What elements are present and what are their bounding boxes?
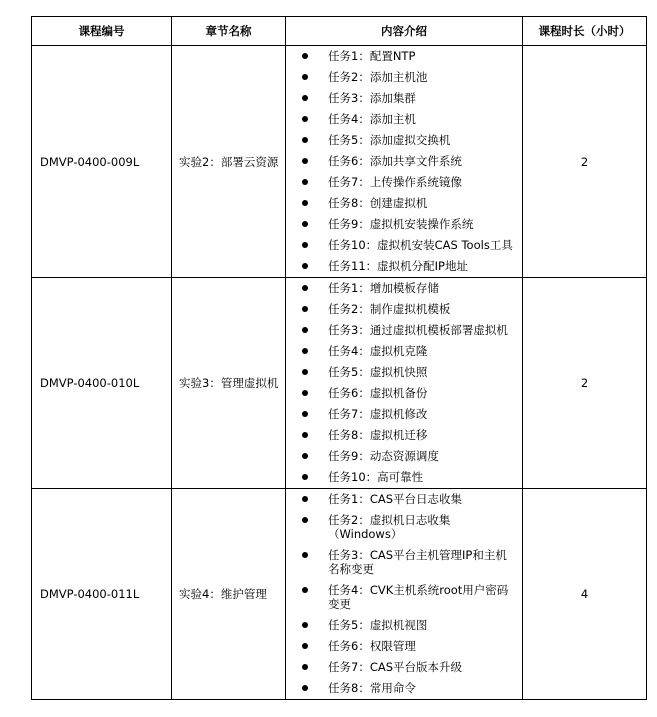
task-item xyxy=(286,112,518,126)
task-item xyxy=(286,365,518,379)
header-course-code: 课程编号 xyxy=(32,17,172,46)
bullet-icon xyxy=(302,474,308,480)
task-item xyxy=(286,175,518,189)
chapter-name: 实验3：管理虚拟机 xyxy=(172,278,286,489)
task-text: 任务1：配置NTP xyxy=(328,49,416,63)
bullet-icon xyxy=(302,390,308,396)
task-item xyxy=(286,449,518,463)
table-header-row xyxy=(32,17,647,46)
task-item xyxy=(286,196,518,210)
task-text: 任务7：CAS平台版本升级 xyxy=(328,660,463,674)
header-chapter-name: 章节名称 xyxy=(172,17,286,46)
task-text: 任务10：虚拟机安装CAS Tools工具 xyxy=(328,238,513,252)
task-item xyxy=(286,238,518,252)
task-list xyxy=(286,492,518,695)
content-cell xyxy=(286,278,523,489)
task-text: 任务2：虚拟机日志收集（Windows） xyxy=(328,513,451,541)
task-item xyxy=(286,302,518,316)
task-item xyxy=(286,513,518,541)
task-text: 任务9：动态资源调度 xyxy=(328,449,439,463)
task-item xyxy=(286,259,518,273)
bullet-icon xyxy=(302,517,308,523)
content-cell xyxy=(286,489,523,700)
course-code: DMVP-0400-010L xyxy=(32,278,172,489)
task-text: 任务5：虚拟机快照 xyxy=(328,365,428,379)
task-item xyxy=(286,660,518,674)
task-text: 任务6：添加共享文件系统 xyxy=(328,154,462,168)
task-item xyxy=(286,618,518,632)
bullet-icon xyxy=(302,327,308,333)
task-item xyxy=(286,344,518,358)
task-text: 任务3：CAS平台主机管理IP和主机名称变更 xyxy=(328,548,507,576)
header-content: 内容介绍 xyxy=(286,17,523,46)
task-text: 任务8：常用命令 xyxy=(328,681,416,695)
bullet-icon xyxy=(302,158,308,164)
task-item xyxy=(286,407,518,421)
bullet-icon xyxy=(302,53,308,59)
task-text: 任务2：制作虚拟机模板 xyxy=(328,302,451,316)
task-item xyxy=(286,470,518,484)
task-item xyxy=(286,583,518,611)
course-hours: 2 xyxy=(523,278,647,489)
bullet-icon xyxy=(302,587,308,593)
bullet-icon xyxy=(302,179,308,185)
task-text: 任务2：添加主机池 xyxy=(328,70,428,84)
course-code: DMVP-0400-011L xyxy=(32,489,172,700)
bullet-icon xyxy=(302,74,308,80)
table-row xyxy=(32,46,647,278)
task-text: 任务5：添加虚拟交换机 xyxy=(328,133,451,147)
bullet-icon xyxy=(302,285,308,291)
task-item xyxy=(286,281,518,295)
task-text: 任务8：虚拟机迁移 xyxy=(328,428,428,442)
task-text: 任务5：虚拟机视图 xyxy=(328,618,428,632)
task-item xyxy=(286,133,518,147)
task-text: 任务10：高可靠性 xyxy=(328,470,424,484)
bullet-icon xyxy=(302,664,308,670)
bullet-icon xyxy=(302,643,308,649)
bullet-icon xyxy=(302,411,308,417)
bullet-icon xyxy=(302,263,308,269)
task-list xyxy=(286,49,518,273)
table-body xyxy=(32,46,647,700)
task-text: 任务4：虚拟机克隆 xyxy=(328,344,428,358)
content-cell xyxy=(286,46,523,278)
task-text: 任务6：权限管理 xyxy=(328,639,416,653)
task-text: 任务6：虚拟机备份 xyxy=(328,386,428,400)
task-text: 任务7：虚拟机修改 xyxy=(328,407,428,421)
chapter-name: 实验4：维护管理 xyxy=(172,489,286,700)
task-item xyxy=(286,217,518,231)
task-text: 任务3：通过虚拟机模板部署虚拟机 xyxy=(328,323,508,337)
task-item xyxy=(286,323,518,337)
bullet-icon xyxy=(302,200,308,206)
bullet-icon xyxy=(302,552,308,558)
chapter-name: 实验2：部署云资源 xyxy=(172,46,286,278)
task-item xyxy=(286,548,518,576)
task-list xyxy=(286,281,518,484)
task-item xyxy=(286,154,518,168)
table-row xyxy=(32,278,647,489)
task-text: 任务8：创建虚拟机 xyxy=(328,196,428,210)
task-item xyxy=(286,49,518,63)
bullet-icon xyxy=(302,453,308,459)
course-hours: 2 xyxy=(523,46,647,278)
task-text: 任务1：增加模板存储 xyxy=(328,281,439,295)
course-hours: 4 xyxy=(523,489,647,700)
header-course-hours: 课程时长（小时） xyxy=(523,17,647,46)
course-table xyxy=(31,16,647,700)
task-item xyxy=(286,492,518,506)
task-text: 任务7：上传操作系统镜像 xyxy=(328,175,462,189)
task-item xyxy=(286,681,518,695)
bullet-icon xyxy=(302,137,308,143)
bullet-icon xyxy=(302,348,308,354)
bullet-icon xyxy=(302,221,308,227)
bullet-icon xyxy=(302,369,308,375)
bullet-icon xyxy=(302,306,308,312)
bullet-icon xyxy=(302,432,308,438)
task-text: 任务3：添加集群 xyxy=(328,91,416,105)
course-code: DMVP-0400-009L xyxy=(32,46,172,278)
table-row xyxy=(32,489,647,700)
task-text: 任务11：虚拟机分配IP地址 xyxy=(328,259,468,273)
bullet-icon xyxy=(302,116,308,122)
task-item xyxy=(286,386,518,400)
task-text: 任务4：添加主机 xyxy=(328,112,416,126)
task-item xyxy=(286,91,518,105)
task-text: 任务9：虚拟机安装操作系统 xyxy=(328,217,474,231)
bullet-icon xyxy=(302,496,308,502)
task-text: 任务1：CAS平台日志收集 xyxy=(328,492,463,506)
bullet-icon xyxy=(302,242,308,248)
task-item xyxy=(286,70,518,84)
task-item xyxy=(286,639,518,653)
bullet-icon xyxy=(302,622,308,628)
task-item xyxy=(286,428,518,442)
task-text: 任务4：CVK主机系统root用户密码变更 xyxy=(328,583,509,611)
bullet-icon xyxy=(302,685,308,691)
bullet-icon xyxy=(302,95,308,101)
